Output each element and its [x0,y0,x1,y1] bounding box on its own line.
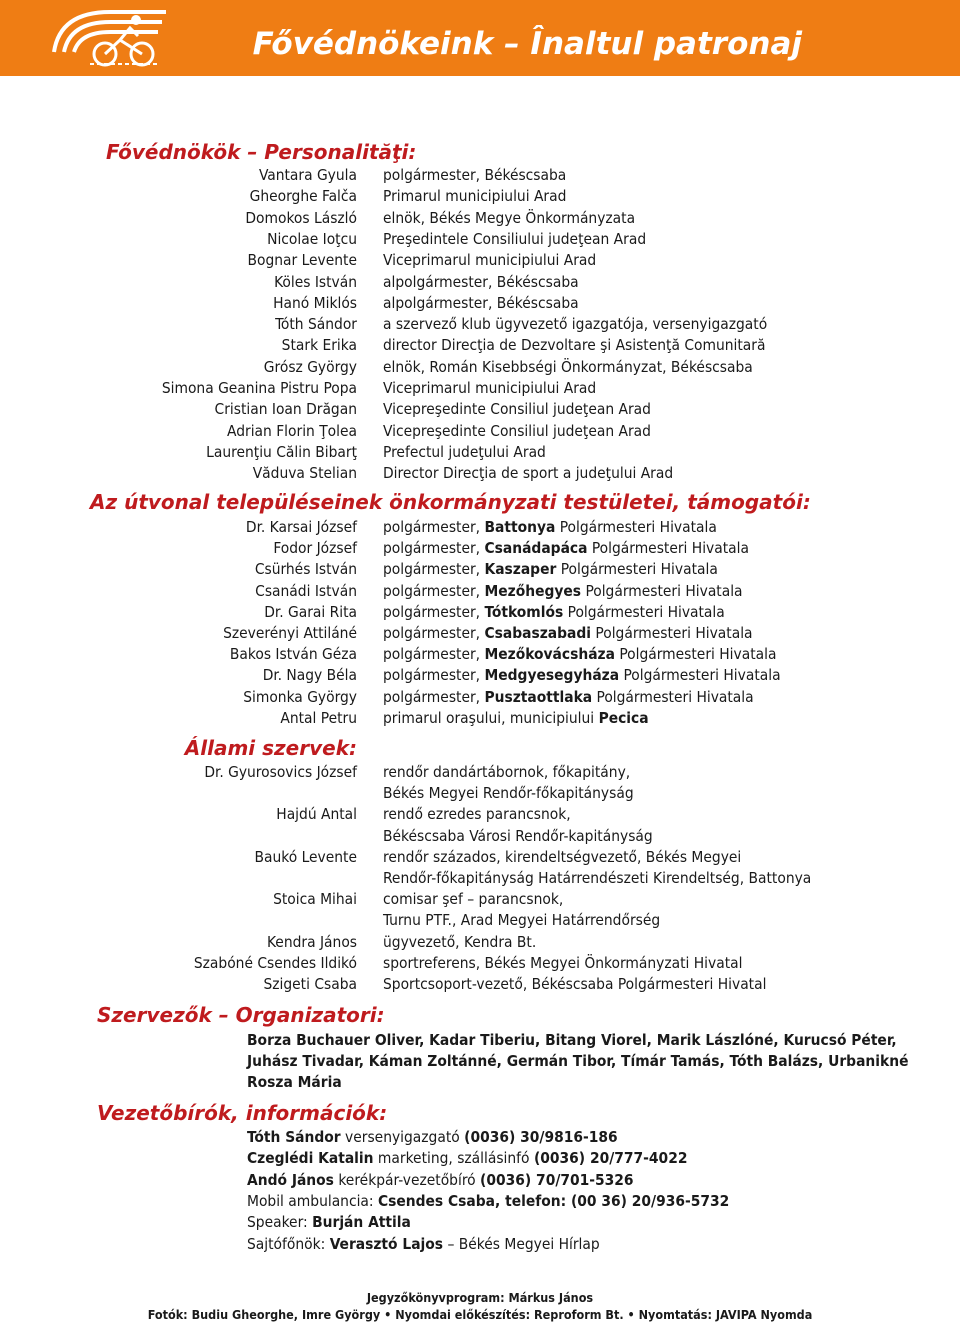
patron-row [0,442,960,463]
town-official-role [383,708,649,729]
state-row [0,804,960,846]
patron-name: Laurenţiu Călin Bibarţ [206,442,357,461]
patron-role: director Direcţia de Dezvoltare şi Asistenţă Comunitară [383,336,766,355]
patron-row [0,208,960,229]
patron-role: Viceprimarul municipiului Arad [383,251,597,270]
role-suffix: Polgármesteri Hivatala [581,581,743,600]
state-official-role: ügyvezető, Kendra Bt. [383,932,537,951]
role-suffix: Polgármesteri Hivatala [563,602,725,621]
official-label: Sajtófőnök: [247,1234,330,1253]
town-name: Kaszaper [484,560,557,579]
patron-name: Nicolae Ioţcu [267,229,357,248]
state-official-name: Baukó Levente [254,847,357,866]
patron-row [0,165,960,186]
town-row [0,602,960,623]
patron-name: Domokos László [245,208,357,227]
role-suffix: Polgármesteri Hivatala [592,687,754,706]
town-official-role [383,644,776,665]
patron-role: Vicepreşedinte Consiliul judeţean Arad [383,421,651,440]
state-official-name: Szabóné Csendes Ildikó [193,953,357,972]
state-official-role: Turnu PTF., Arad Megyei Határrendőrség [383,911,661,930]
state-row [0,974,960,995]
patron-name: Adrian Florin Ţolea [227,421,357,440]
town-row [0,517,960,538]
town-name: Csabaszabadi [484,624,592,642]
town-name: Mezőhegyes [484,581,582,600]
official-label: Speaker: [247,1213,313,1232]
patron-row [0,378,960,399]
state-official-name: Szigeti Csaba [263,975,357,993]
page-title: Fővédnökeink – Înaltul patronaj [252,26,802,62]
state-official-role: rendőr dandártábornok, főkapitány, [383,763,631,781]
patron-name: Stark Erika [281,336,357,355]
town-official-role [383,602,725,623]
town-official-role [383,517,717,538]
town-name: Battonya [484,518,556,536]
patron-role: alpolgármester, Békéscsaba [383,272,579,291]
role-prefix: polgármester, [383,624,485,642]
patron-row [0,293,960,314]
town-official-name: Dr. Nagy Béla [262,666,357,685]
organizers-list: Borza Buchauer Oliver, Kadar Tiberiu, Bitang Viorel, Marik Lászlóné, Kurucsó Péter, Juhász Tivadar, Káman Zoltánné, Germán Tibor, Tímár Tamás, Tóth Balázs, Urbanikné Rosza Mária [247,1031,909,1091]
role-prefix: polgármester, [383,581,485,600]
town-official-role [383,559,718,580]
cyclist-logo-icon [50,6,170,70]
town-row [0,665,960,686]
patron-name: Bognar Levente [247,251,357,270]
town-name: Pecica [598,708,649,727]
patron-name: Cristian Ioan Drăgan [214,400,357,419]
patron-row [0,399,960,420]
patron-row [0,357,960,378]
official-name: Andó János [247,1170,334,1189]
official-label: kerékpár-vezetőbíró [333,1170,481,1189]
town-official-name: Dr. Karsai József [245,518,357,536]
state-official-role: rendőr százados, kirendeltségvezető, Békés Megyei [383,847,742,866]
official-label: Mobil ambulancia: [247,1191,378,1210]
official-extra: – Békés Megyei Hírlap [443,1234,600,1253]
state-official-name: Kendra János [267,932,357,951]
patron-row [0,250,960,271]
town-name: Tótkomlós [484,602,564,621]
section-title-organizers: Szervezők – Organizatori: [97,1003,385,1027]
patron-name: Hanó Miklós [273,293,357,312]
town-name: Csanádapáca [484,539,588,558]
town-row [0,687,960,708]
town-official-name: Csürhés István [254,560,357,579]
role-suffix: Polgármesteri Hivatala [555,518,717,536]
role-prefix: polgármester, [383,539,485,558]
state-official-name: Dr. Gyurosovics József [204,763,357,781]
state-row [0,953,960,974]
official-row [247,1212,411,1233]
patron-role: Viceprimarul municipiului Arad [383,379,597,397]
patron-role: polgármester, Békéscsaba [383,166,567,184]
state-row [0,932,960,953]
town-official-name: Csanádi István [255,581,357,600]
official-row [247,1127,618,1148]
state-official-role: Békés Megyei Rendőr-főkapitányság [383,784,634,803]
patron-row [0,272,960,293]
official-row [247,1234,600,1255]
section-title-officials: Vezetőbírók, információk: [97,1101,388,1125]
official-value: Csendes Csaba, telefon: (00 36) 20/936-5732 [377,1191,730,1210]
patron-role: Director Direcţia de sport a judeţului Arad [383,464,674,483]
state-row [0,889,960,931]
town-name: Medgyesegyháza [484,666,620,685]
patron-role: alpolgármester, Békéscsaba [383,293,579,312]
patron-row [0,421,960,442]
official-name: Czeglédi Katalin [247,1149,374,1168]
official-row [247,1148,687,1169]
patron-name: Köles István [274,272,357,291]
patron-name: Tóth Sándor [275,315,357,334]
town-row [0,623,960,644]
role-suffix: Polgármesteri Hivatala [614,645,777,664]
patron-row [0,186,960,207]
town-name: Mezőkovácsháza [484,645,615,664]
town-official-name: Fodor József [273,539,357,558]
town-official-name: Simonka György [243,687,357,706]
state-row [0,762,960,804]
state-official-role: Sportcsoport-vezető, Békéscsaba Polgármesteri Hivatal [383,975,767,993]
official-label: marketing, szállásinfó [373,1149,534,1168]
town-official-role [383,687,754,708]
town-official-name: Bakos István Géza [229,645,357,664]
footer-line-1: Jegyzőkönyvprogram: Márkus János [366,1290,594,1305]
town-official-role [383,581,743,602]
patron-role: elnök, Békés Megye Önkormányzata [383,208,636,227]
role-prefix: polgármester, [383,666,485,685]
section-title-patrons: Fővédnökök – Personalităţi: [106,140,417,164]
state-official-role: sportreferens, Békés Megyei Önkormányzati Hivatal [383,953,743,972]
footer-line-2: Fotók: Budiu Gheorghe, Imre György • Nyomdai előkészítés: Reproform Bt. • Nyomtatás: JAVIPA Nyomda [147,1307,813,1322]
role-suffix: Polgármesteri Hivatala [619,666,781,685]
patron-role: Primarul municipiului Arad [383,187,567,206]
section-title-towns: Az útvonal településeinek önkormányzati testületei, támogatói: [90,490,811,514]
official-value: (0036) 70/701-5326 [480,1170,634,1189]
patron-name: Vantara Gyula [258,166,357,184]
patron-row [0,463,960,484]
town-official-role [383,538,749,559]
section-title-state: Állami szervek: [184,736,357,760]
official-value: Burján Attila [312,1213,411,1232]
town-row [0,559,960,580]
patron-role: elnök, Román Kisebbségi Önkormányzat, Békéscsaba [383,357,753,376]
official-value: Verasztó Lajos [329,1234,444,1253]
role-prefix: polgármester, [383,687,485,706]
state-official-role: Rendőr-főkapitányság Határrendészeti Kirendeltség, Battonya [383,868,812,887]
official-value: (0036) 30/9816-186 [464,1128,618,1146]
header-banner [0,0,960,76]
patron-name: Văduva Stelian [252,464,357,483]
role-prefix: polgármester, [383,602,485,621]
town-official-name: Dr. Garai Rita [264,602,357,621]
official-label: versenyigazgató [340,1128,465,1146]
patron-name: Grósz György [263,357,357,376]
town-row [0,581,960,602]
patron-row [0,229,960,250]
role-prefix: polgármester, [383,560,485,579]
state-row [0,847,960,889]
official-row [247,1170,634,1191]
town-official-role [383,623,753,644]
state-official-name: Stoica Mihai [273,890,357,909]
official-row [247,1191,729,1212]
patron-name: Simona Geanina Pistru Popa [161,379,357,397]
town-official-name: Antal Petru [280,708,357,727]
patron-role: Preşedintele Consiliului judeţean Arad [383,229,647,248]
role-prefix: polgármester, [383,518,485,536]
patron-name: Gheorghe Falča [249,187,357,206]
patron-role: a szervező klub ügyvezető igazgatója, versenyigazgató [383,315,768,334]
patron-role: Vicepreşedinte Consiliul judeţean Arad [383,400,651,419]
role-suffix: Polgármesteri Hivatala [587,539,749,558]
town-name: Pusztaottlaka [484,687,593,706]
town-row [0,644,960,665]
town-row [0,538,960,559]
role-suffix: Polgármesteri Hivatala [556,560,718,579]
state-official-role: Békéscsaba Városi Rendőr-kapitányság [383,826,653,845]
town-official-role [383,665,781,686]
patron-role: Prefectul judeţului Arad [383,442,546,461]
town-row [0,708,960,729]
state-official-role: rendő ezredes parancsnok, [383,805,571,824]
role-prefix: primarul oraşului, municipiului [383,708,599,727]
patron-row [0,314,960,335]
role-suffix: Polgármesteri Hivatala [591,624,753,642]
state-official-role: comisar şef – parancsnok, [383,890,564,909]
role-prefix: polgármester, [383,645,485,664]
state-official-name: Hajdú Antal [276,805,357,824]
official-name: Tóth Sándor [247,1128,341,1146]
official-value: (0036) 20/777-4022 [533,1149,688,1168]
town-official-name: Szeverényi Attiláné [223,624,357,642]
patron-row [0,335,960,356]
